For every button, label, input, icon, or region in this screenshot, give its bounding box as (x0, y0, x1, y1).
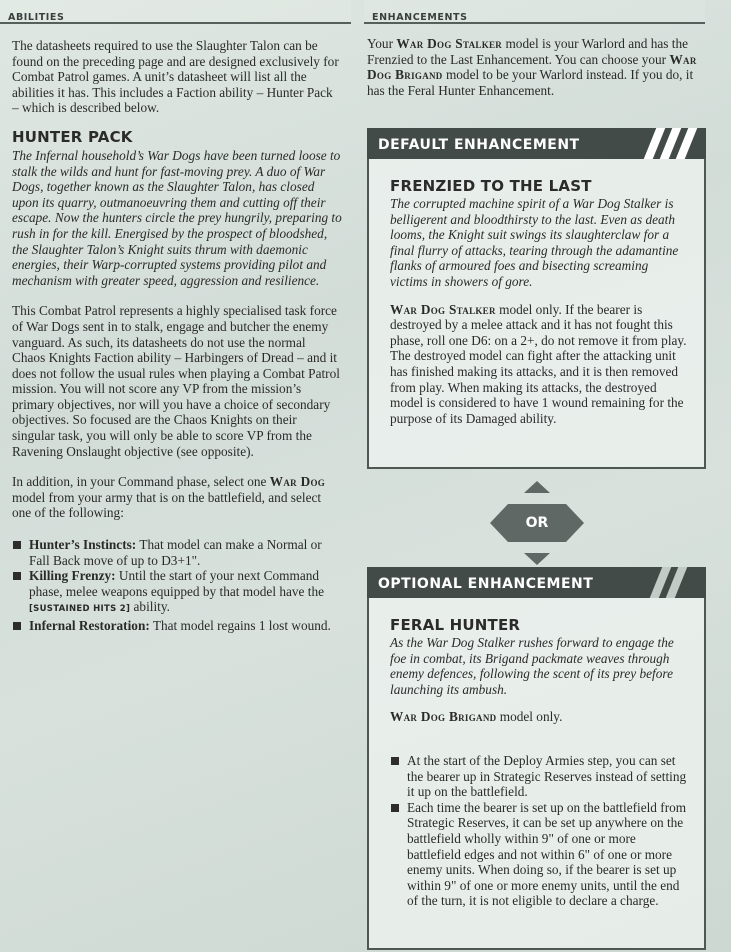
enhancements-intro: Your War Dog Stalker model is your Warlord and has the Frenzied to the Last Enhancement. You can choose your War Dog Brigand model to be your Warlord instead. If you do, it has the Feral Hunter Enhancement. (367, 36, 697, 98)
combat-patrol-paragraph: This Combat Patrol represents a highly specialised task force of War Dogs sent in to stalk, engage and butcher the enemy vanguard. As such, its datasheets do not use the normal Chaos Knights Faction ability – Harbingers of Dread – and it does not follow the usual rules when playing a Combat Patrol mission. You will not score any VP from the mission’s primary objectives, nor will you have a choice of secondary objectives. So focused are the Chaos Knights on their singular task, you will only be able to score VP from the Ravening Onslaught objective (see opposite). (12, 303, 340, 459)
command-phase-paragraph: In addition, in your Command phase, select one War Dog model from your army that is on the battlefield, and select one of the following: (12, 474, 326, 521)
frenzied-lore: The corrupted machine spirit of a War Dog Stalker is belligerent and bloodthirsty to the last. Even as death looms, the Knight suit swings its slaughterclaw for a final flurry of attacks, tearing through the adamantine flanks of armoured foes and bisecting screaming victims in showers of gore. (390, 196, 679, 289)
default-enhancement-bar: DEFAULT ENHANCEMENT (367, 128, 706, 159)
list-item: Hunter’s Instincts: That model can make a Normal or Fall Back move of up to D3+1". (12, 537, 342, 568)
optional-enhancement-box (367, 598, 706, 950)
list-item: Killing Frenzy: Until the start of your next Command phase, melee weapons equipped by that model have the [SUSTAINED HITS 2] ability. (12, 568, 342, 618)
sustained-hits-keyword: [SUSTAINED HITS 2] (29, 604, 131, 615)
enhancements-column (364, 0, 731, 98)
list-item: Infernal Restoration: That model regains 1 lost wound. (12, 618, 342, 634)
list-item: Each time the bearer is set up on the battlefield from Strategic Reserves, it can be set up anywhere on the battlefield wholly within 9" of one or more battlefield edges and not within 6" of one or more enemy units. When doing so, if the bearer is set up within 9" of one or more enemy units, until the end of the turn, it is not eligible to declare a charge. (390, 800, 688, 909)
hunter-pack-lore: The Infernal household’s War Dogs have been turned loose to stalk the wilds and hunt for fast-moving prey. A duo of War Dogs, together known as the Slaughter Talon, has closed upon its quarry, outmanoeuvring them and cutting off their escape. Now the hunters circle the prey hungrily, preparing to rush in for the kill. Energised by the prospect of bloodshed, the Slaughter Talon’s Knight suits thrum with daemonic energies, their Warp-corrupted systems providing pilot and mechanism with greater speed, aggression and resilience. (12, 147, 342, 288)
or-label: OR (525, 515, 549, 531)
abilities-column (0, 0, 351, 634)
feral-hunter-rule: War Dog Brigand model only. (390, 709, 563, 725)
hunter-pack-title: HUNTER PACK (12, 127, 133, 146)
or-divider (478, 479, 596, 567)
feral-hunter-title: FERAL HUNTER (390, 616, 521, 634)
war-dog-keyword: War Dog (269, 474, 326, 490)
list-item: At the start of the Deploy Armies step, you can set the bearer up in Strategic Reserves instead of setting it up on the battlefield. (390, 753, 688, 800)
optional-enhancement-bar: OPTIONAL ENHANCEMENT (367, 567, 706, 598)
default-enhancement-box (367, 159, 706, 469)
feral-hunter-list (390, 753, 688, 909)
frenzied-title: FRENZIED TO THE LAST (390, 177, 592, 195)
feral-hunter-lore: As the War Dog Stalker rushes forward to engage the foe in combat, its Brigand packmate weaves through enemy defences, following the scent of its prey before launching its ambush. (390, 635, 674, 697)
abilities-header: ABILITIES (0, 0, 351, 24)
frenzied-rule: War Dog Stalker model only. If the bearer is destroyed by a melee attack and it has not fought this phase, roll one D6: on a 2+, do not remove it from play. The destroyed model can fight after the attacking unit has finished making its attacks, and it is then removed from play. When making its attacks, the destroyed model is considered to have 1 wound remaining for the purpose of its Damaged ability. (390, 301, 687, 426)
enhancements-header: ENHANCEMENTS (364, 0, 705, 24)
abilities-intro: The datasheets required to use the Slaughter Talon can be found on the preceding page and are designed exclusively for Combat Patrol games. A unit’s datasheet will list all the abilities it has. This includes a Faction ability – Hunter Pack – which is described below. (12, 38, 339, 116)
ability-options-list (12, 537, 342, 634)
